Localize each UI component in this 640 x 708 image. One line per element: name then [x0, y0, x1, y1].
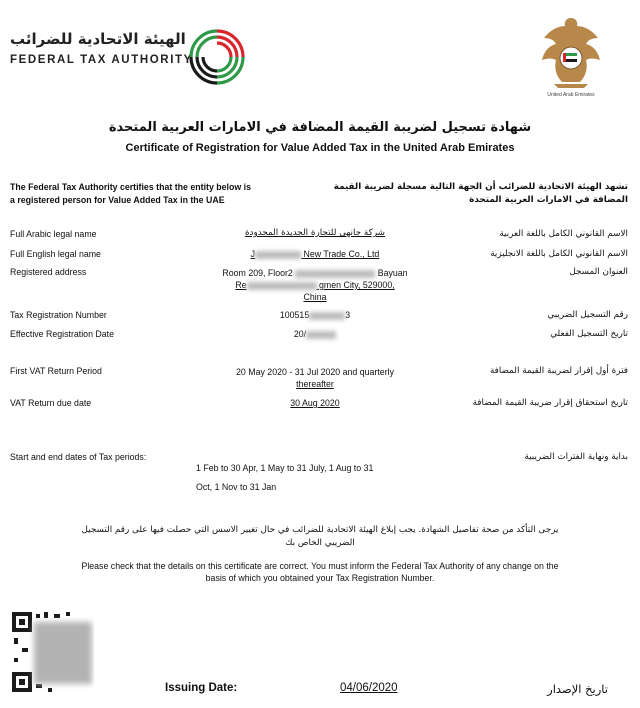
due-date-arabic-label: تاريخ استحقاق إقرار ضريبة القيمة المضافة — [472, 398, 628, 408]
qr-code-icon — [10, 610, 94, 694]
address-label: Registered address — [10, 267, 87, 277]
address-arabic-label: العنوان المسجل — [569, 267, 628, 277]
authority-name-arabic: الهيئة الاتحادية للضرائب — [10, 30, 186, 48]
notice-arabic — [20, 524, 620, 550]
redacted-block — [306, 331, 336, 339]
english-name-value — [195, 249, 435, 259]
first-period-line2: thereafter — [296, 379, 334, 389]
effective-date-value — [195, 329, 435, 339]
trn-part2: 3 — [345, 310, 351, 320]
tax-periods-line2: Oct, 1 Nov to 31 Jan — [196, 482, 277, 492]
arabic-name-label: Full Arabic legal name — [10, 229, 97, 239]
notice-english — [20, 560, 620, 584]
arabic-name-arabic-label: الاسم القانوني الكامل باللغة العربية — [499, 229, 628, 239]
address-line2-part2: gmen City, 529000, — [319, 280, 395, 290]
address-line1-part2: Bayuan — [377, 268, 408, 278]
fta-logo-icon — [186, 26, 248, 88]
trn-value — [195, 310, 435, 320]
first-period-line1: 20 May 2020 - 31 Jul 2020 and quarterly — [236, 367, 394, 377]
notice-english-line2: basis of which you obtained your Tax Registration Number. — [205, 573, 435, 583]
effective-date-arabic-label: تاريخ التسجيل الفعلي — [550, 329, 628, 339]
intro-english — [10, 181, 300, 207]
english-name-part2: New Trade Co., Ltd — [303, 249, 380, 259]
intro-english-line2: a registered person for Value Added Tax in the UAE — [10, 195, 225, 205]
trn-arabic-label: رقم التسجيل الضريبي — [547, 310, 628, 320]
intro-english-line1: The Federal Tax Authority certifies that the entity below is — [10, 182, 251, 192]
tax-periods-line1: 1 Feb to 30 Apr, 1 May to 31 July, 1 Aug to 31 — [196, 463, 374, 473]
intro-arabic-line2: المضافة في الامارات العربية المتحدة — [469, 195, 628, 205]
arabic-name-value: شركة جانهي للتجارة الجديدة المحدودة — [244, 228, 386, 238]
english-name-arabic-label: الاسم القانوني الكامل باللغة الانجليزية — [490, 249, 628, 259]
redacted-block — [255, 251, 301, 259]
due-date-value: 30 Aug 2020 — [290, 398, 340, 408]
first-period-value — [195, 366, 435, 390]
intro-arabic — [328, 181, 628, 207]
english-name-label: Full English legal name — [10, 249, 101, 259]
tax-periods-label: Start and end dates of Tax periods: — [10, 452, 147, 462]
issuing-date-label: Issuing Date: — [165, 682, 238, 694]
redacted-block — [295, 270, 375, 278]
notice-arabic-line1: يرجى التأكد من صحة تفاصيل الشهادة. يجب إبلاغ الهيئة الاتحادية للضرائب في حال تغيير الاسس التي حصلت فيها على رقم التسجيل — [81, 525, 559, 535]
notice-english-line1: Please check that the details on this certificate are correct. You must inform the Federal Tax Authority of any change on the — [81, 561, 559, 571]
first-period-label: First VAT Return Period — [10, 366, 102, 376]
due-date-label: VAT Return due date — [10, 398, 92, 408]
trn-label: Tax Registration Number — [10, 310, 107, 320]
effective-date-part1: 20/ — [293, 329, 307, 339]
redacted-block — [309, 312, 345, 320]
emblem-caption: United Arab Emirates — [547, 92, 595, 98]
address-line2-part1: Re — [235, 280, 247, 290]
tax-periods-arabic-label: بداية ونهاية الفترات الضريبية — [524, 452, 628, 462]
address-line1-part1: Room 209, Floor2 — [222, 268, 293, 278]
issuing-date-arabic-label: تاريخ الإصدار — [547, 682, 608, 696]
trn-part1: 100515 — [279, 310, 310, 320]
intro-arabic-line1: تشهد الهيئة الاتحادية للضرائب أن الجهة التالية مسجلة لضريبة القيمة — [333, 182, 628, 192]
redacted-block — [247, 282, 317, 290]
first-period-arabic-label: فترة أول إقرار لضريبة القيمة المضافة — [489, 366, 628, 376]
address-value — [195, 267, 435, 303]
uae-emblem-icon — [536, 12, 606, 92]
authority-name-english: FEDERAL TAX AUTHORITY — [10, 54, 193, 66]
address-line3: China — [303, 292, 327, 302]
certificate-title-english: Certificate of Registration for Value Added Tax in the United Arab Emirates — [125, 142, 515, 154]
certificate-title-arabic: شهادة تسجيل لضريبة القيمة المضافة في الامارات العربية المتحدة — [108, 120, 532, 135]
tax-periods-value — [196, 459, 456, 497]
issuing-date-value: 04/06/2020 — [340, 682, 398, 694]
english-name-part1: J — [250, 249, 256, 259]
effective-date-label: Effective Registration Date — [10, 329, 114, 339]
notice-arabic-line2: الضريبي الخاص بك — [285, 538, 355, 548]
